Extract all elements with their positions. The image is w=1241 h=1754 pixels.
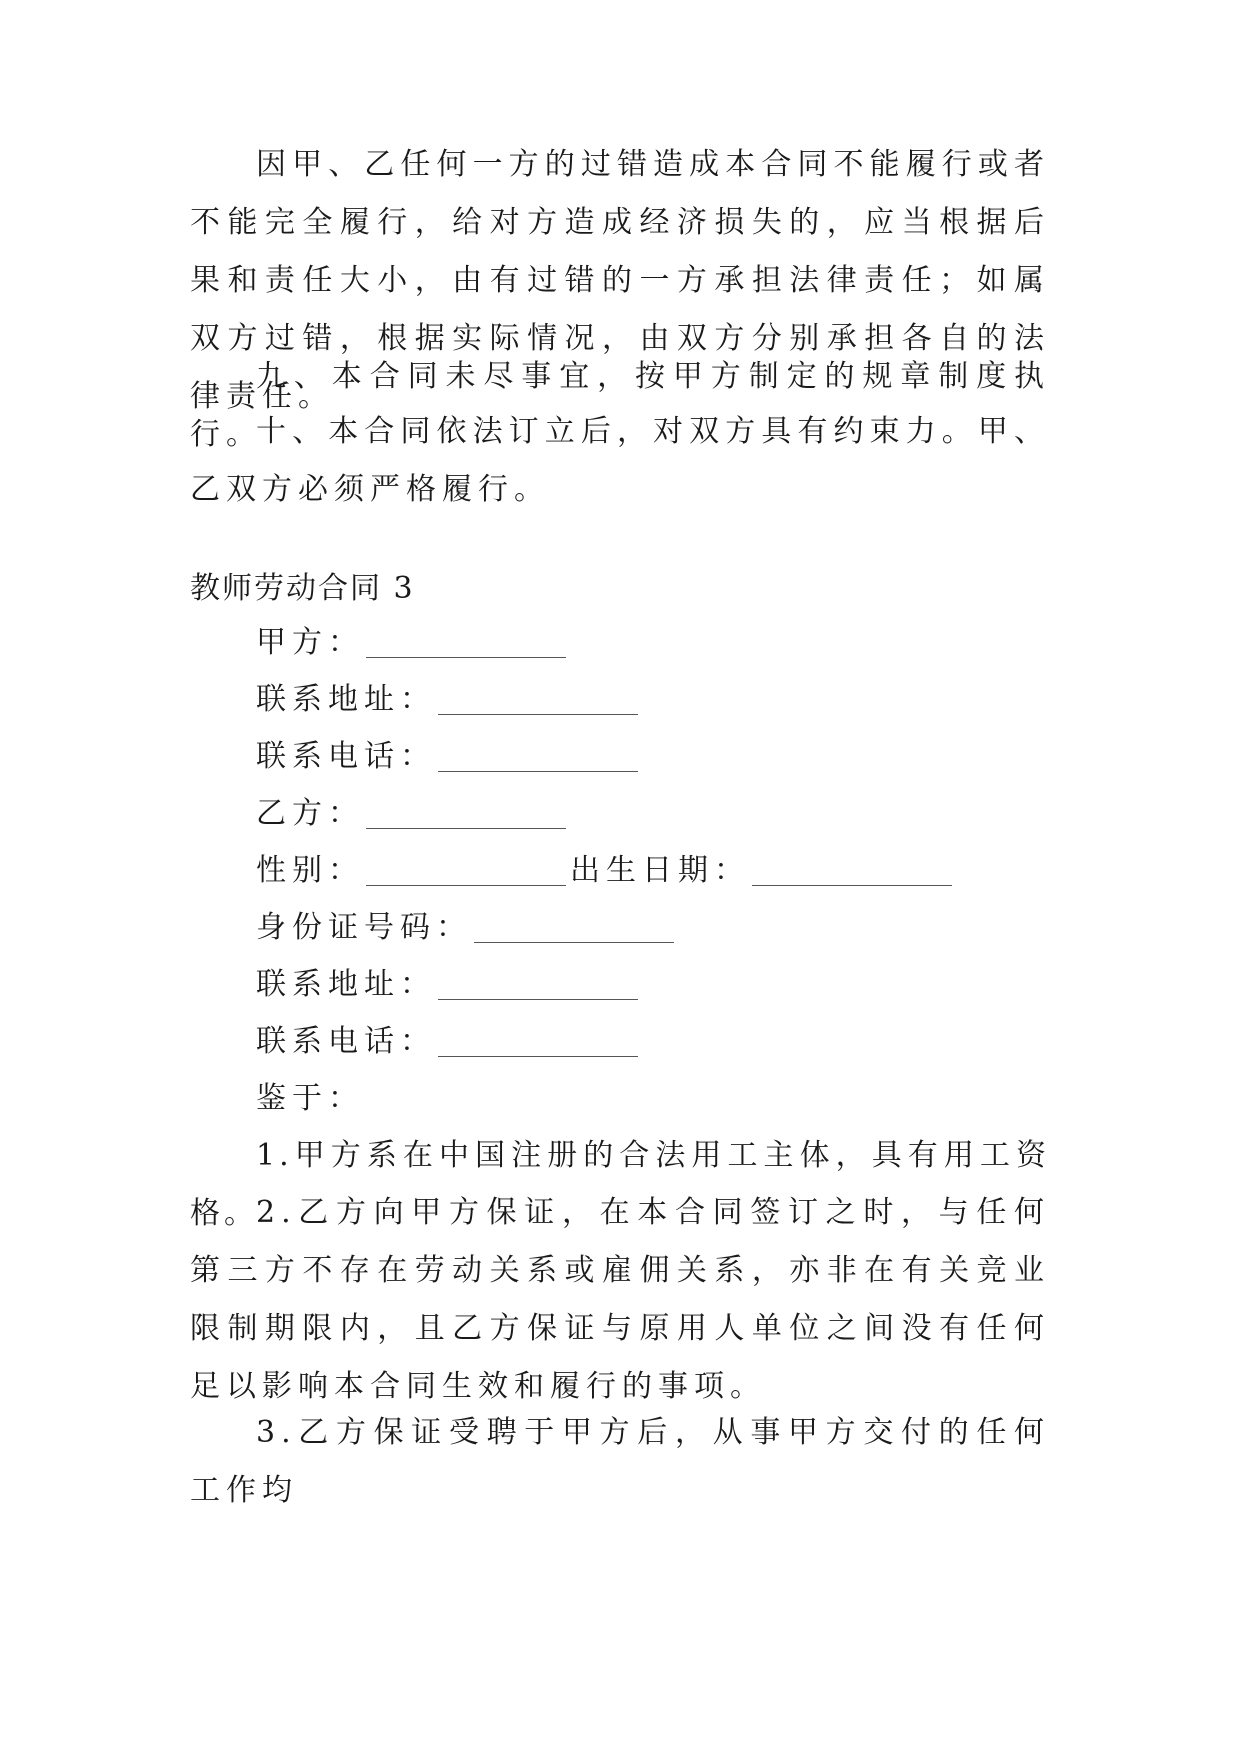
blank-line (366, 855, 566, 886)
blank-line (366, 798, 566, 829)
clause-2: 2.乙方向甲方保证，在本合同签订之时，与任何第三方不存在劳动关系或雇佣关系，亦非在有关竞业限制期限内，且乙方保证与原用人单位之间没有任何足以影响本合同生效和履行的事项。 (190, 1195, 1050, 1404)
blank-line (366, 627, 566, 658)
field-label: 乙方： (256, 796, 364, 831)
blank-line (438, 969, 638, 1000)
field-address-a (256, 671, 642, 729)
field-party-a (256, 614, 570, 672)
field-address-b (256, 956, 642, 1014)
field-label: 出生日期： (570, 853, 750, 888)
field-label: 联系电话： (256, 1024, 436, 1059)
clause-3: 3.乙方保证受聘于甲方后，从事甲方交付的任何工作均 (190, 1415, 1050, 1508)
field-label: 联系地址： (256, 967, 436, 1002)
field-label: 身份证号码： (256, 910, 472, 945)
field-phone-b (256, 1013, 642, 1071)
field-id-number (256, 899, 678, 957)
field-label: 甲方： (256, 625, 364, 660)
paragraph-clause-nine: 九、本合同未尽事宜，按甲方制定的规章制度执行。 (190, 359, 1050, 452)
field-label: 联系电话： (256, 739, 436, 774)
paragraph-clause-ten: 十、本合同依法订立后，对双方具有约束力。甲、乙双方必须严格履行。 (190, 414, 1050, 507)
blank-line (438, 741, 638, 772)
blank-line (438, 684, 638, 715)
blank-line (752, 855, 952, 886)
section-title: 教师劳动合同 3 (190, 571, 415, 606)
clause-1: 1.甲方系在中国注册的合法用工主体，具有用工资格。 (190, 1138, 1050, 1231)
blank-line (438, 1026, 638, 1057)
field-gender-birthdate (256, 842, 956, 900)
whereas-label: 鉴于： (256, 1081, 364, 1116)
blank-line (474, 912, 674, 943)
paragraph-liability: 因甲、乙任何一方的过错造成本合同不能履行或者不能完全履行，给对方造成经济损失的，应当根据后果和责任大小，由有过错的一方承担法律责任；如属双方过错，根据实际情况，由双方分别承担各自的法律责任。 (190, 147, 1050, 414)
field-phone-a (256, 728, 642, 786)
field-label: 性别： (256, 853, 364, 888)
field-label: 联系地址： (256, 682, 436, 717)
field-party-b (256, 785, 570, 843)
